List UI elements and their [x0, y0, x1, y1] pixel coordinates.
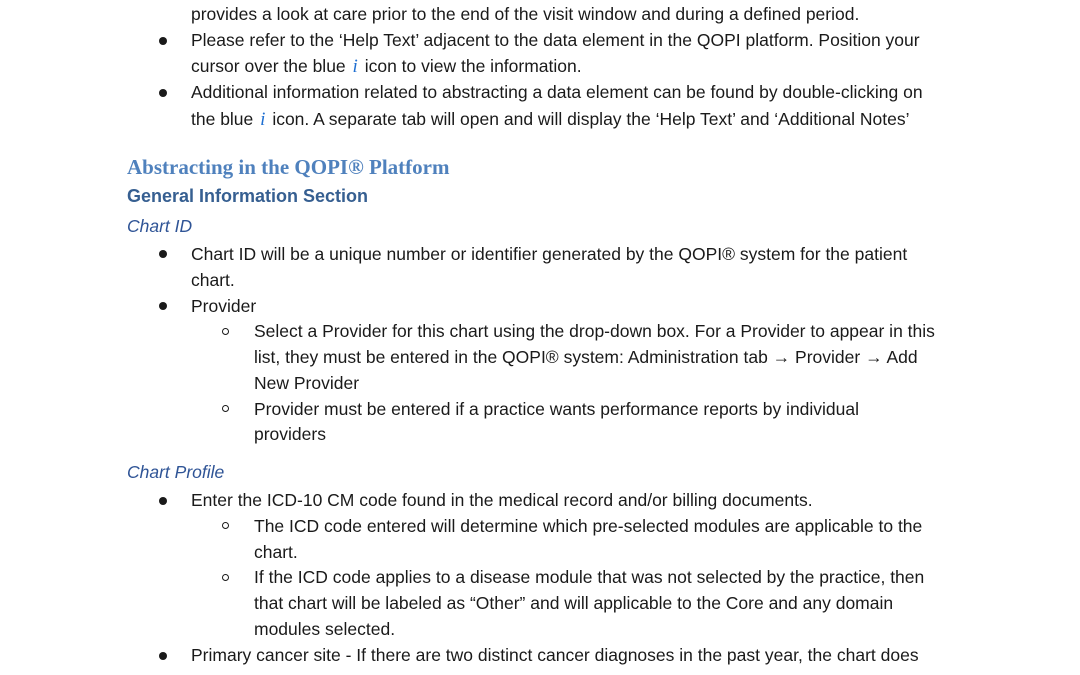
info-icon: i [352, 56, 358, 77]
additional-info-line-1: Additional information related to abstracting a data element can be found by double-clicking on [191, 82, 923, 102]
section-title: Abstracting in the QOPI® Platform [127, 155, 450, 179]
bullet-marker [159, 250, 167, 258]
sub-bullet-marker [222, 328, 229, 335]
bullet-marker [159, 89, 167, 97]
bullet-marker [159, 497, 167, 505]
bullet-marker [159, 302, 167, 310]
additional-info-line-2 [191, 108, 910, 131]
primary-cancer-site-line-1: Primary cancer site - If there are two distinct cancer diagnoses in the past year, the chart does [191, 645, 919, 665]
sub-bullet-marker [222, 405, 229, 412]
help-text-line-2 [191, 55, 582, 78]
chart-profile-heading: Chart Profile [127, 462, 225, 482]
provider-sub2-line-2: providers [254, 424, 326, 444]
help-text-line-2-start: cursor over the blue [191, 56, 346, 76]
provider-label: Provider [191, 296, 257, 316]
additional-info-line-2-start: the blue [191, 109, 254, 129]
provider-sub2-line-1: Provider must be entered if a practice wants performance reports by individual [254, 399, 860, 419]
sub-bullet-marker [222, 522, 229, 529]
chart-id-line-2: chart. [191, 270, 235, 290]
chart-profile-line-1: Enter the ICD-10 CM code found in the medical record and/or billing documents. [191, 490, 813, 510]
subsection-title: General Information Section [127, 186, 369, 206]
chart-profile-sub2-line-1: If the ICD code applies to a disease module that was not selected by the practice, then [254, 567, 925, 587]
sub-bullet-marker [222, 574, 229, 581]
additional-info-line-2-end: icon. A separate tab will open and will display the ‘Help Text’ and ‘Additional Notes’ [272, 109, 910, 129]
bullet-marker [159, 37, 167, 45]
chart-profile-sub1-line-1: The ICD code entered will determine which pre-selected modules are applicable to the [254, 516, 923, 536]
provider-sub1-line-2: list, they must be entered in the QOPI® system: Administration tab → Provider → Add [254, 347, 918, 367]
chart-id-line-1: Chart ID will be a unique number or identifier generated by the QOPI® system for the patient [191, 244, 908, 264]
bullet-marker [159, 652, 167, 660]
help-text-line-2-end: icon to view the information. [364, 56, 582, 76]
help-text-line-1: Please refer to the ‘Help Text’ adjacent to the data element in the QOPI platform. Position your [191, 30, 920, 50]
info-icon: i [260, 109, 266, 130]
chart-profile-sub1-line-2: chart. [254, 542, 298, 562]
intro-continuation-line: provides a look at care prior to the end of the visit window and during a defined period. [191, 4, 860, 24]
provider-sub1-line-3: New Provider [254, 373, 360, 393]
chart-profile-sub2-line-2: that chart will be labeled as “Other” and will applicable to the Core and any domain [254, 593, 894, 613]
provider-sub1-line-1: Select a Provider for this chart using the drop-down box. For a Provider to appear in this [254, 321, 935, 341]
chart-id-heading: Chart ID [127, 216, 193, 236]
chart-profile-sub2-line-3: modules selected. [254, 619, 396, 639]
